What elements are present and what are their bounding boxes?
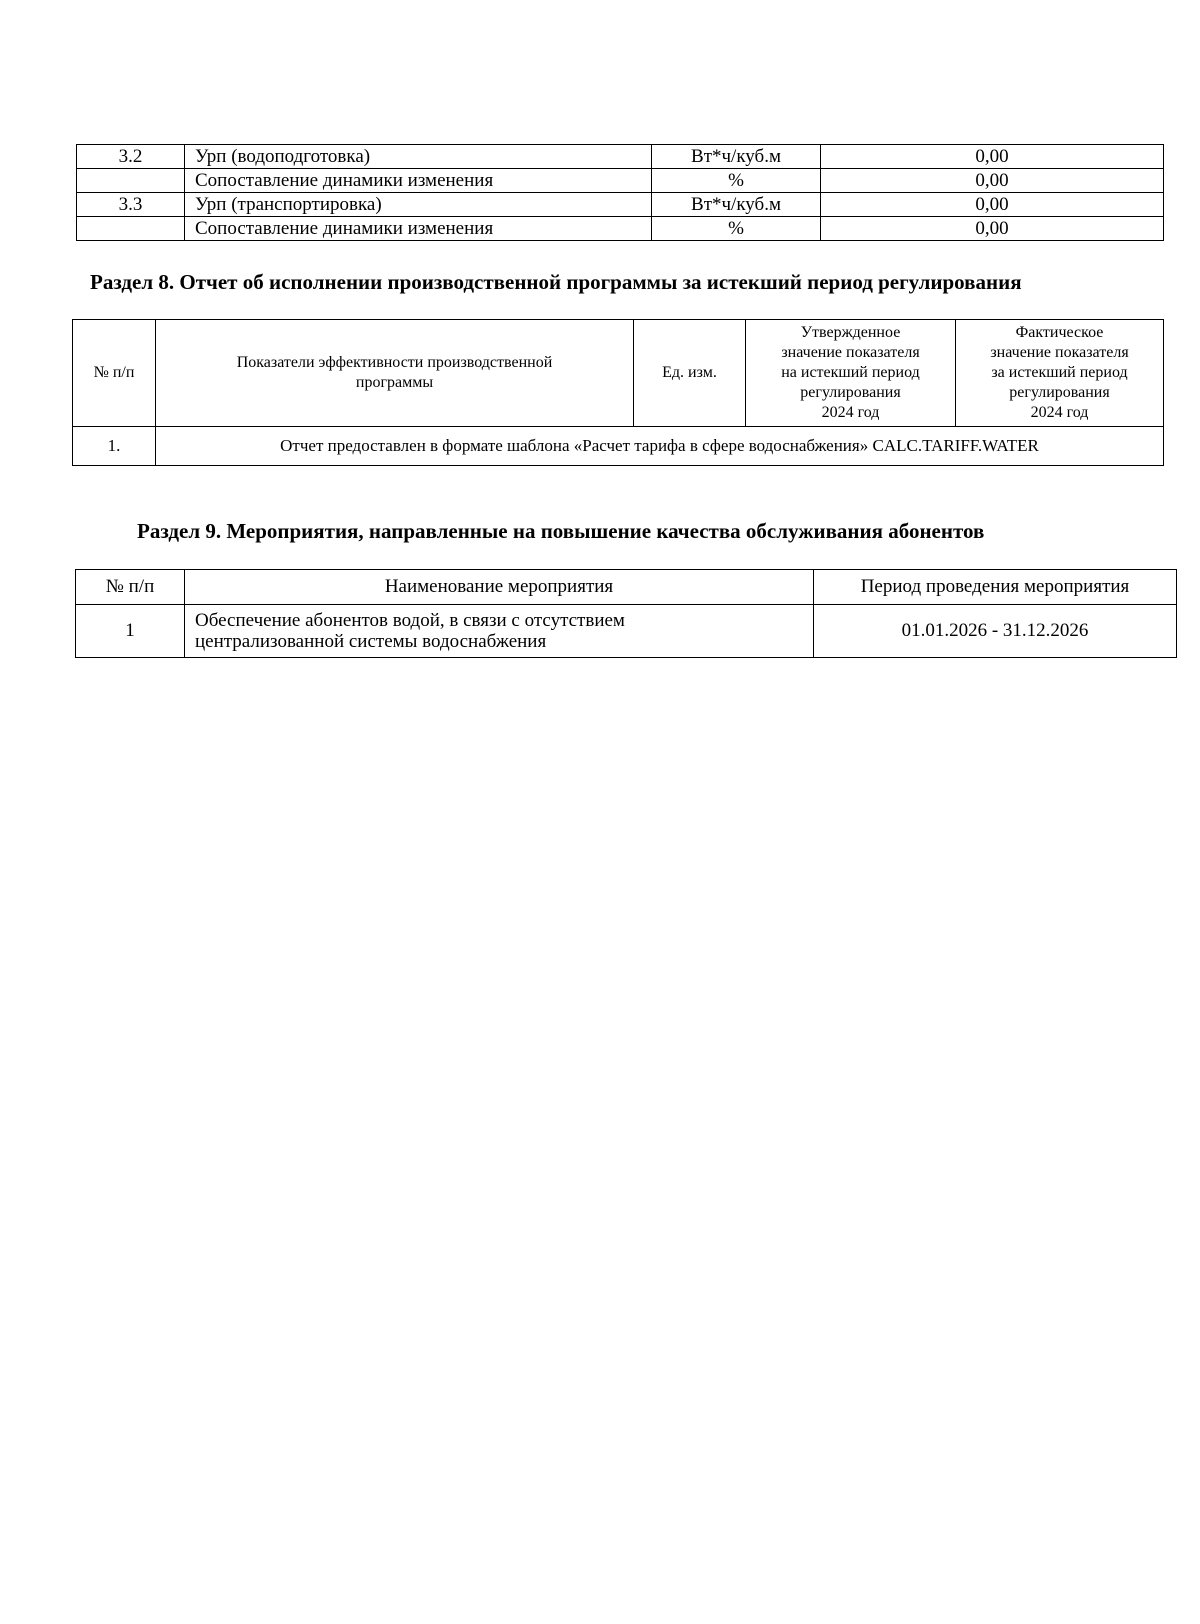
indicator-name: Сопоставление динамики изменения bbox=[185, 217, 652, 241]
header-indicator-line1: Показатели эффективности производственной bbox=[236, 354, 553, 371]
measures-table bbox=[75, 569, 1177, 658]
measure-name bbox=[185, 605, 814, 658]
header-actual-line: 2024 год bbox=[1030, 404, 1089, 421]
table-row bbox=[77, 193, 1164, 217]
row-number bbox=[77, 217, 185, 241]
header-approved-line: Утвержденное bbox=[800, 324, 901, 341]
header-measure-name: Наименование мероприятия bbox=[185, 570, 814, 605]
program-report-table bbox=[72, 319, 1164, 466]
table-header-row bbox=[73, 320, 1164, 427]
indicator-name: Урп (водоподготовка) bbox=[185, 145, 652, 169]
header-approved-line: на истекший период bbox=[781, 364, 920, 381]
row-number: 3.2 bbox=[77, 145, 185, 169]
indicator-name: Урп (транспортировка) bbox=[185, 193, 652, 217]
header-approved bbox=[746, 320, 956, 427]
indicator-name: Сопоставление динамики изменения bbox=[185, 169, 652, 193]
header-actual-line: регулирования bbox=[1009, 384, 1110, 401]
measure-name-line1: Обеспечение абонентов водой, в связи с отсутствием bbox=[195, 610, 625, 631]
value-cell: 0,00 bbox=[821, 145, 1164, 169]
header-indicator-line2: программы bbox=[355, 374, 434, 391]
unit-cell: Вт*ч/куб.м bbox=[652, 193, 821, 217]
header-num: № п/п bbox=[76, 570, 185, 605]
value-cell: 0,00 bbox=[821, 217, 1164, 241]
report-note: Отчет предоставлен в формате шаблона «Расчет тарифа в сфере водоснабжения» CALC.TARIFF.WATER bbox=[156, 427, 1164, 466]
header-period: Период проведения мероприятия bbox=[814, 570, 1177, 605]
row-number: 1 bbox=[76, 605, 185, 658]
header-actual-line: за истекший период bbox=[991, 364, 1128, 381]
unit-cell: % bbox=[652, 217, 821, 241]
header-actual bbox=[956, 320, 1164, 427]
measure-name-line2: централизованной системы водоснабжения bbox=[195, 631, 547, 652]
header-approved-line: значение показателя bbox=[781, 344, 920, 361]
table-row bbox=[73, 427, 1164, 466]
header-approved-line: 2024 год bbox=[821, 404, 880, 421]
value-cell: 0,00 bbox=[821, 169, 1164, 193]
table-row bbox=[76, 605, 1177, 658]
header-actual-line: Фактическое bbox=[1015, 324, 1104, 341]
indicators-table bbox=[76, 144, 1164, 241]
table-row bbox=[77, 169, 1164, 193]
section-9-title: Раздел 9. Мероприятия, направленные на повышение качества обслуживания абонентов bbox=[137, 519, 985, 543]
table-header-row bbox=[76, 570, 1177, 605]
measure-period: 01.01.2026 - 31.12.2026 bbox=[814, 605, 1177, 658]
header-approved-line: регулирования bbox=[800, 384, 901, 401]
table-row bbox=[77, 217, 1164, 241]
section-8-title: Раздел 8. Отчет об исполнении производственной программы за истекший период регулирования bbox=[90, 270, 1022, 294]
row-number: 3.3 bbox=[77, 193, 185, 217]
row-number bbox=[77, 169, 185, 193]
row-number: 1. bbox=[73, 427, 156, 466]
header-num: № п/п bbox=[73, 320, 156, 427]
header-actual-line: значение показателя bbox=[990, 344, 1129, 361]
table-row bbox=[77, 145, 1164, 169]
header-unit: Ед. изм. bbox=[634, 320, 746, 427]
unit-cell: Вт*ч/куб.м bbox=[652, 145, 821, 169]
value-cell: 0,00 bbox=[821, 193, 1164, 217]
header-indicator bbox=[156, 320, 634, 427]
unit-cell: % bbox=[652, 169, 821, 193]
